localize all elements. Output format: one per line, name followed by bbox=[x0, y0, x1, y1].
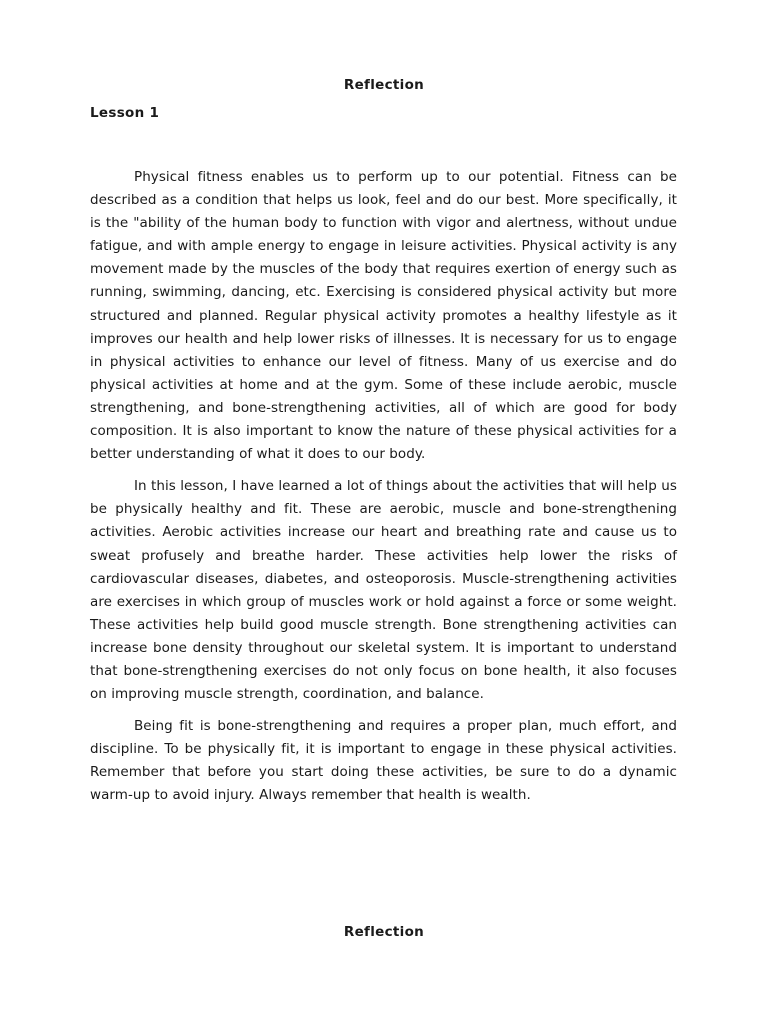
next-page-title: Reflection bbox=[343, 924, 425, 940]
paragraph-2: In this lesson, I have learned a lot of things about the activities that will help us be physically healthy and fit. These are aerobic, muscle and bone-strengthening activities. Aerobic activities increase our heart and breathing rate and cause us to sweat profusely and breathe harder. These activities help lower the risks of cardiovascular diseases, diabetes, and osteoporosis. Muscle-strengthening activities are exercises in which group of muscles work or hold against a force or some weight. These activities help build good muscle strength. Bone strengthening activities can increase bone density throughout our skeletal system. It is important to understand that bone-strengthening exercises do not only focus on bone health, it also focuses on improving muscle strength, coordination, and balance. bbox=[90, 478, 677, 703]
paragraph-3: Being fit is bone-strengthening and requires a proper plan, much effort, and discipline. To be physically fit, it is important to engage in these physical activities. Remember that before you start doing these activities, be sure to do a dynamic warm-up to avoid injury. Always remember that health is wealth. bbox=[90, 718, 677, 804]
reflection-body bbox=[90, 166, 677, 817]
lesson-heading: Lesson 1 bbox=[90, 105, 160, 121]
paragraph-1: Physical fitness enables us to perform up to our potential. Fitness can be described as a condition that helps us look, feel and do our best. More specifically, it is the "ability of the human body to function with vigor and alertness, without undue fatigue, and with ample energy to engage in leisure activities. Physical activity is any movement made by the muscles of the body that requires exertion of energy such as running, swimming, dancing, etc. Exercising is considered physical activity but more structured and planned. Regular physical activity promotes a healthy lifestyle as it improves our health and help lower risks of illnesses. It is necessary for us to engage in physical activities to enhance our level of fitness. Many of us exercise and do physical activities at home and at the gym. Some of these include aerobic, muscle strengthening, and bone-strengthening activities, all of which are good for body composition. It is also important to know the nature of these physical activities for a better understanding of what it does to our body. bbox=[90, 169, 677, 463]
page-title: Reflection bbox=[343, 77, 425, 93]
